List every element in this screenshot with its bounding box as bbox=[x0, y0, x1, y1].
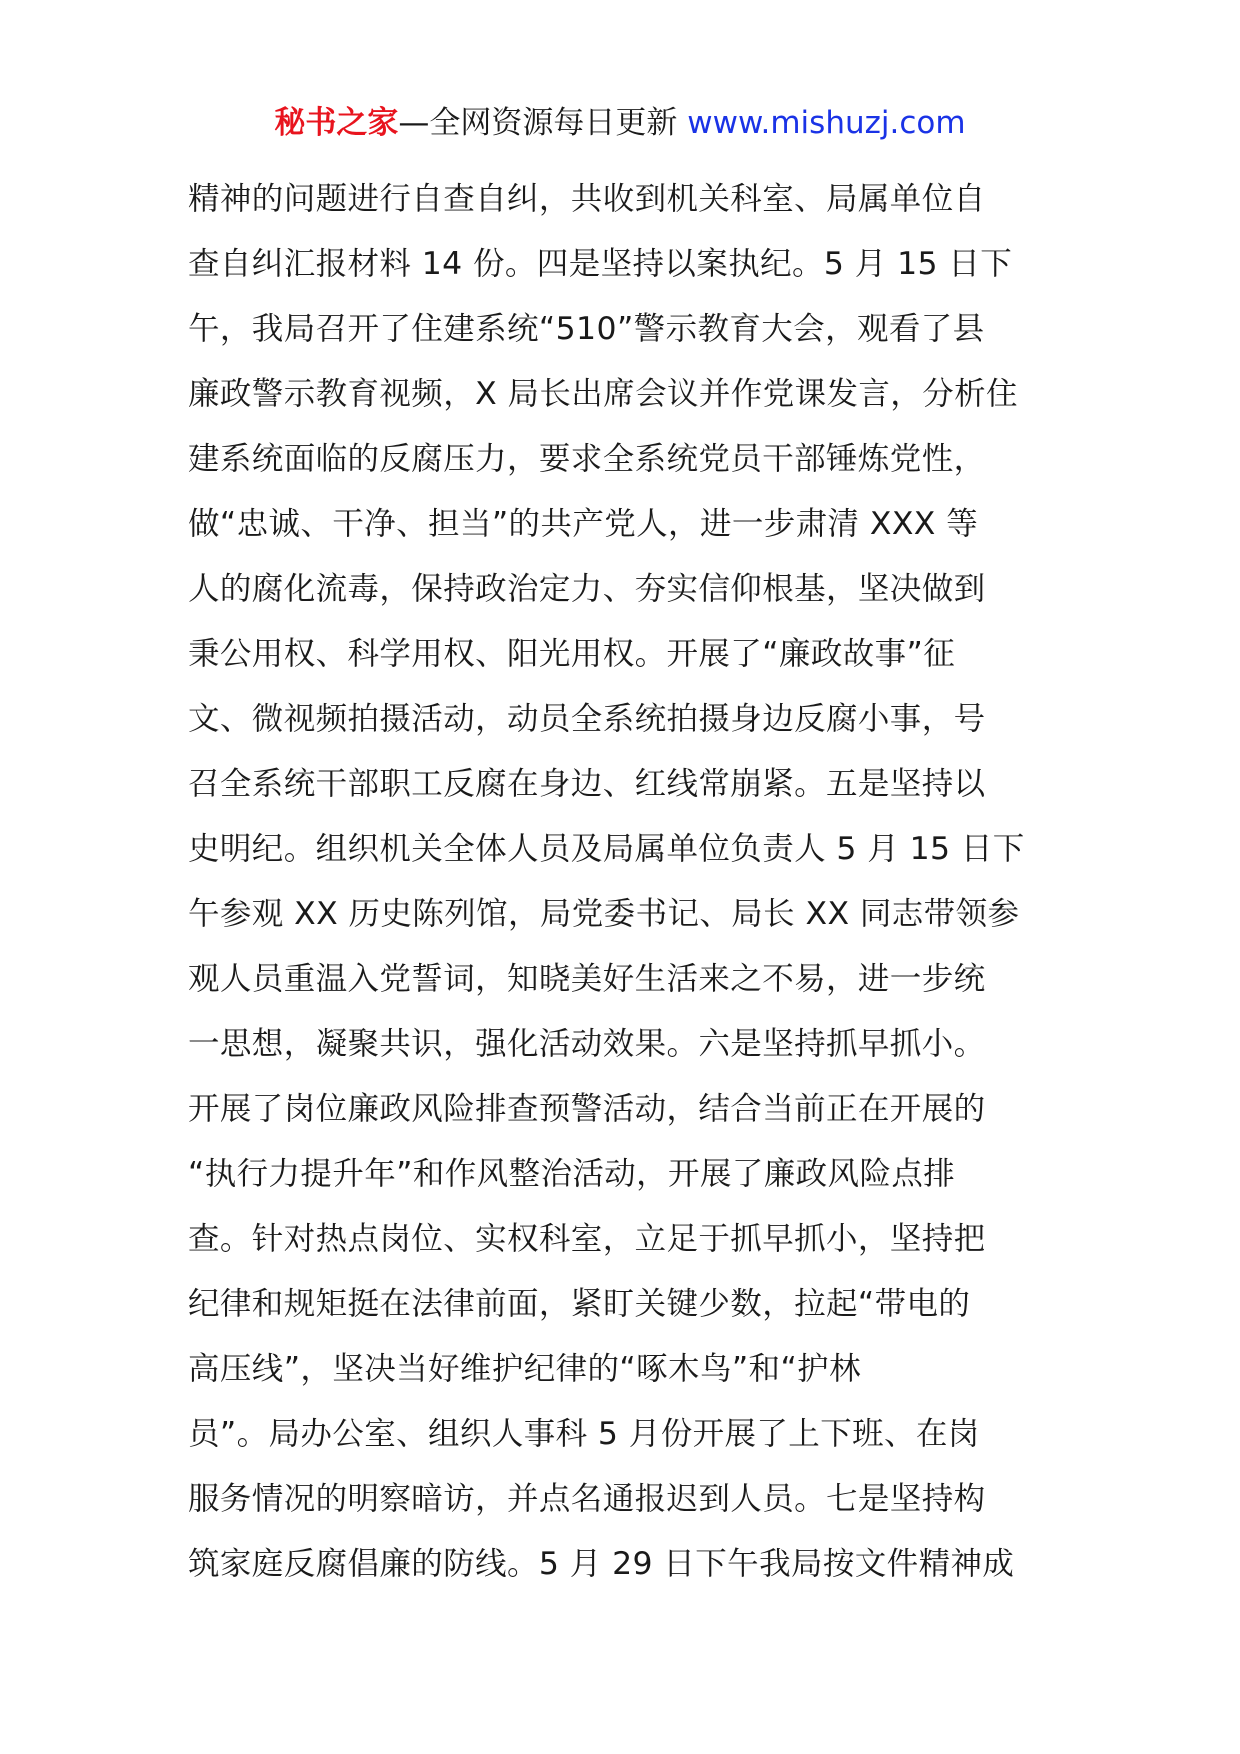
text-line: 开展了岗位廉政风险排查预警活动，结合当前正在开展的 bbox=[188, 1091, 986, 1127]
text-line: 查。针对热点岗位、实权科室，立足于抓早抓小，坚持把 bbox=[188, 1221, 986, 1257]
site-brand: 秘书之家 bbox=[274, 105, 399, 141]
text-line: 查自纠汇报材料 14 份。四是坚持以案执纪。5 月 15 日下 bbox=[188, 246, 1013, 282]
text-line: 高压线”，坚决当好维护纪律的“啄木鸟”和“护林 bbox=[188, 1351, 861, 1387]
text-line: 服务情况的明察暗访，并点名通报迟到人员。七是坚持构 bbox=[188, 1481, 986, 1517]
text-line: 召全系统干部职工反腐在身边、红线常崩紧。五是坚持以 bbox=[188, 766, 986, 802]
text-line: 人的腐化流毒，保持政治定力、夯实信仰根基，坚决做到 bbox=[188, 571, 986, 607]
text-line: 纪律和规矩挺在法律前面，紧盯关键少数，拉起“带电的 bbox=[188, 1286, 971, 1322]
text-line: 员”。局办公室、组织人事科 5 月份开展了上下班、在岗 bbox=[188, 1416, 980, 1452]
site-url-link[interactable]: www.mishuzj.com bbox=[687, 105, 966, 141]
text-line: 筑家庭反腐倡廉的防线。5 月 29 日下午我局按文件精神成 bbox=[188, 1546, 1015, 1582]
text-line: 文、微视频拍摄活动，动员全系统拍摄身边反腐小事，号 bbox=[188, 701, 986, 737]
text-line: 史明纪。组织机关全体人员及局属单位负责人 5 月 15 日下 bbox=[188, 831, 1025, 867]
body-paragraph bbox=[188, 167, 1058, 1597]
site-tagline: —全网资源每日更新 bbox=[398, 105, 688, 141]
text-line: 秉公用权、科学用权、阳光用权。开展了“廉政故事”征 bbox=[188, 636, 956, 672]
text-line: 一思想，凝聚共识，强化活动效果。六是坚持抓早抓小。 bbox=[188, 1026, 986, 1062]
text-line: 午参观 XX 历史陈列馆，局党委书记、局长 XX 同志带领参 bbox=[188, 896, 1020, 932]
text-line: 廉政警示教育视频，X 局长出席会议并作党课发言，分析住 bbox=[188, 376, 1018, 412]
text-line: 建系统面临的反腐压力，要求全系统党员干部锤炼党性， bbox=[188, 441, 986, 477]
page-header bbox=[0, 100, 1240, 146]
text-line: 观人员重温入党誓词，知晓美好生活来之不易，进一步统 bbox=[188, 961, 986, 997]
text-line: “执行力提升年”和作风整治活动，开展了廉政风险点排 bbox=[188, 1156, 956, 1192]
text-line: 做“忠诚、干净、担当”的共产党人，进一步肃清 XXX 等 bbox=[188, 506, 979, 542]
text-line: 午，我局召开了住建系统“510”警示教育大会，观看了县 bbox=[188, 311, 985, 347]
text-line: 精神的问题进行自查自纠，共收到机关科室、局属单位自 bbox=[188, 181, 986, 217]
